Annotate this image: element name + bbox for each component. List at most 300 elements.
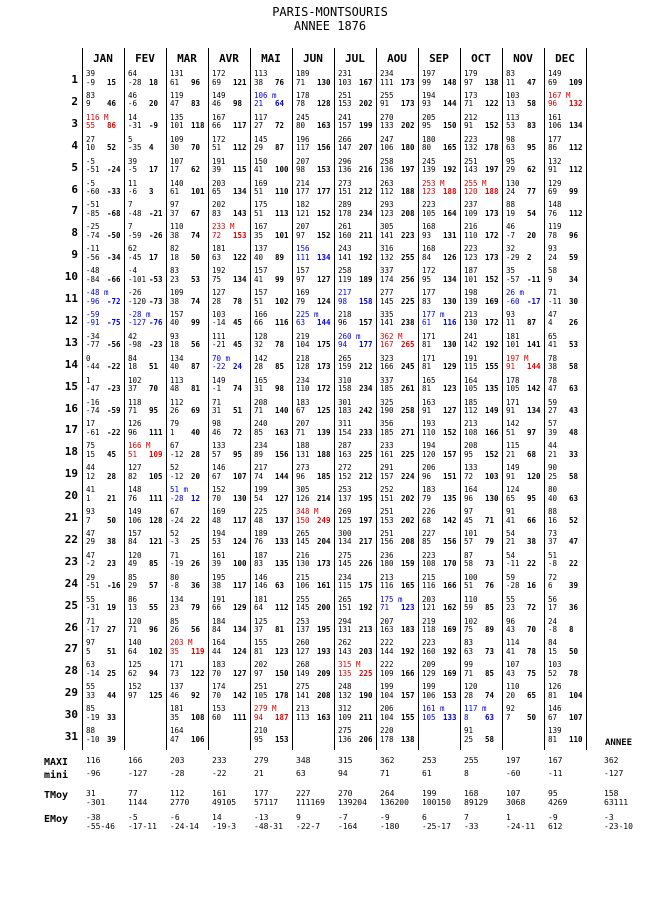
- summary-value: 348: [296, 756, 311, 765]
- extreme-temp: 78: [548, 353, 558, 363]
- day-cell: [170, 114, 212, 131]
- mean-temp: 45: [233, 340, 243, 350]
- extreme-temp: 146: [212, 463, 226, 473]
- min-temp: 94: [254, 712, 264, 722]
- mean-temp: 121: [233, 77, 247, 87]
- extreme-temp: 348 M: [296, 507, 319, 516]
- extreme-temp: 203 M: [170, 638, 193, 648]
- mean-temp: -9: [149, 121, 159, 131]
- mean-temp: 23: [107, 559, 117, 569]
- day-cell: [338, 705, 380, 722]
- day-label: 31: [64, 730, 78, 743]
- extreme-temp: 137: [254, 244, 268, 254]
- min-temp: 63: [212, 252, 222, 262]
- day-cell: [506, 574, 548, 591]
- day-cell: [170, 399, 212, 416]
- mean-temp: 225: [359, 668, 373, 678]
- day-cell: [170, 355, 212, 372]
- extreme-temp: 189: [254, 528, 268, 538]
- mean-temp: 63: [485, 712, 495, 722]
- extreme-temp: 57: [548, 419, 558, 429]
- min-temp: 123: [422, 187, 436, 196]
- mean-temp: 28: [191, 449, 201, 459]
- extreme-temp: 46: [506, 222, 516, 232]
- day-label: 25: [64, 598, 78, 612]
- extreme-temp: 63: [86, 660, 96, 670]
- mean-temp: 199: [359, 121, 373, 131]
- day-cell: [464, 114, 506, 131]
- day-cell: [254, 355, 296, 372]
- day-cell: [380, 420, 422, 437]
- min-temp: 117: [296, 143, 310, 153]
- mean-temp: 58: [485, 734, 495, 744]
- min-temp: -101: [128, 274, 147, 284]
- extreme-temp: 146: [548, 704, 562, 714]
- day-cell: [464, 267, 506, 284]
- mean-temp: 238: [401, 318, 415, 328]
- mean-temp: 157: [359, 318, 373, 328]
- day-cell: [254, 114, 296, 131]
- min-temp: 99: [422, 77, 432, 87]
- extreme-temp: 71: [212, 397, 222, 407]
- mean-temp: 225: [359, 449, 373, 459]
- min-temp: 73: [170, 668, 180, 678]
- day-cell: [170, 311, 212, 328]
- mean-temp: 47: [527, 77, 537, 87]
- day-cell: [254, 618, 296, 635]
- min-temp: 120: [422, 449, 436, 459]
- min-temp: 41: [548, 340, 558, 350]
- extreme-temp: 107: [506, 660, 520, 670]
- min-temp: 51: [128, 449, 138, 459]
- extreme-temp: 79: [170, 419, 180, 429]
- mean-temp: 20: [527, 230, 537, 240]
- day-cell: [548, 530, 590, 547]
- day-cell: [548, 399, 590, 416]
- extreme-temp: 106 m: [254, 90, 277, 100]
- min-temp: 25: [548, 471, 558, 481]
- extreme-temp: 231: [338, 69, 352, 78]
- summary-value: 107 3068: [506, 789, 526, 807]
- extreme-temp: 102: [128, 375, 142, 385]
- mean-temp: 128: [149, 515, 163, 525]
- min-temp: 91: [464, 121, 474, 131]
- mean-temp: 107: [569, 712, 583, 722]
- day-cell: [86, 596, 128, 613]
- day-cell: [254, 596, 296, 613]
- min-temp: 190: [380, 406, 394, 415]
- min-temp: -9: [86, 77, 96, 87]
- min-temp: 66: [254, 318, 264, 328]
- min-temp: 51: [254, 187, 264, 196]
- day-cell: [128, 639, 170, 656]
- min-temp: -60: [506, 296, 520, 306]
- extreme-temp: 202: [254, 660, 268, 670]
- min-temp: 98: [296, 165, 306, 175]
- mean-temp: 65: [527, 690, 537, 700]
- extreme-temp: 234: [380, 69, 394, 78]
- summary-value: -3 -23-10: [604, 813, 633, 831]
- summary-value: 21: [254, 769, 264, 778]
- extreme-temp: -48 m: [86, 288, 109, 297]
- day-cell: [422, 661, 464, 678]
- extreme-temp: 54: [506, 528, 516, 538]
- mean-temp: 48: [569, 427, 579, 437]
- mean-temp: 175: [359, 581, 373, 591]
- day-cell: [506, 70, 548, 87]
- min-temp: 47: [548, 384, 558, 394]
- day-cell: [338, 661, 380, 678]
- day-cell: [506, 377, 548, 394]
- extreme-temp: 218: [296, 353, 310, 363]
- day-cell: [170, 574, 212, 591]
- min-temp: 115: [338, 581, 352, 591]
- min-temp: 85: [254, 427, 264, 437]
- extreme-temp: 251: [338, 90, 352, 100]
- summary-value: -60: [506, 769, 521, 778]
- mean-temp: 127: [443, 406, 457, 415]
- min-temp: 48: [212, 515, 222, 525]
- day-cell: [422, 377, 464, 394]
- extreme-temp: 289: [338, 200, 352, 210]
- extreme-temp: 166 M: [128, 441, 151, 451]
- day-cell: [380, 661, 422, 678]
- day-cell: [296, 223, 338, 240]
- day-label: 22: [64, 532, 78, 546]
- mean-temp: 28: [107, 471, 117, 481]
- extreme-temp: 266: [338, 134, 352, 144]
- min-temp: 37: [128, 384, 138, 394]
- mean-temp: 144: [527, 362, 541, 372]
- day-cell: [338, 574, 380, 591]
- extreme-temp: 251: [464, 156, 478, 166]
- day-label: 17: [64, 423, 78, 437]
- extreme-temp: 97: [464, 507, 474, 516]
- day-cell: [212, 683, 254, 700]
- summary-value: 167: [548, 756, 563, 765]
- mean-temp: 50: [527, 712, 537, 722]
- day-cell: [296, 464, 338, 481]
- extreme-temp: -5: [86, 156, 96, 166]
- min-temp: 49: [128, 559, 138, 569]
- extreme-temp: 217: [254, 463, 268, 473]
- day-cell: [254, 442, 296, 459]
- summary-value: 6 -25-17: [422, 813, 451, 831]
- extreme-temp: 312: [338, 704, 352, 714]
- extreme-temp: 165: [254, 375, 268, 385]
- min-temp: 94: [338, 340, 348, 350]
- min-temp: -47: [86, 384, 100, 394]
- mean-temp: 86: [107, 121, 117, 131]
- min-temp: 64: [128, 646, 138, 656]
- extreme-temp: 311: [338, 419, 352, 429]
- extreme-temp: 96: [506, 616, 516, 626]
- day-cell: [170, 508, 212, 525]
- mean-temp: 112: [569, 165, 583, 175]
- min-temp: -21: [212, 340, 226, 350]
- mean-temp: 192: [443, 165, 457, 175]
- extreme-temp: 213: [380, 572, 394, 582]
- extreme-temp: 113: [254, 69, 268, 78]
- extreme-temp: 127: [128, 463, 142, 473]
- mean-temp: 187: [275, 712, 289, 722]
- day-cell: [86, 574, 128, 591]
- extreme-temp: 149: [212, 90, 226, 100]
- min-temp: 54: [254, 493, 264, 503]
- mean-temp: 234: [359, 384, 373, 394]
- day-cell: [170, 223, 212, 240]
- min-temp: 32: [254, 340, 264, 350]
- extreme-temp: 52: [170, 528, 180, 538]
- mean-temp: 122: [233, 252, 247, 262]
- day-label: 13: [64, 335, 78, 349]
- day-cell: [86, 92, 128, 109]
- extreme-temp: 64: [128, 69, 138, 78]
- min-temp: 71: [464, 99, 474, 109]
- min-temp: 106: [128, 515, 142, 525]
- mean-temp: 152: [485, 121, 499, 131]
- mean-temp: 85: [485, 668, 495, 678]
- day-cell: [548, 158, 590, 175]
- day-cell: [128, 158, 170, 175]
- mean-temp: 63: [569, 493, 579, 503]
- extreme-temp: 152: [128, 682, 142, 692]
- mean-temp: -75: [107, 318, 121, 328]
- mean-temp: 226: [359, 559, 373, 569]
- day-cell: [548, 355, 590, 372]
- extreme-temp: 222: [380, 660, 394, 670]
- mean-temp: -21: [149, 208, 163, 218]
- extreme-temp: 47: [548, 309, 558, 319]
- extreme-temp: 125: [128, 660, 142, 670]
- mean-temp: 208: [317, 690, 331, 700]
- extreme-temp: 182: [296, 200, 310, 210]
- summary-value: 362: [604, 756, 619, 765]
- min-temp: 81: [422, 340, 432, 350]
- min-temp: 46: [170, 690, 180, 700]
- mean-temp: 112: [233, 143, 247, 153]
- mean-temp: 18: [149, 77, 159, 87]
- mean-temp: 101: [275, 230, 289, 240]
- mean-temp: 75: [527, 668, 537, 678]
- day-cell: [422, 639, 464, 656]
- min-temp: 21: [506, 537, 516, 547]
- day-cell: [464, 442, 506, 459]
- min-temp: 41: [506, 515, 516, 525]
- mean-temp: 52: [107, 143, 117, 153]
- extreme-temp: 233: [380, 441, 394, 451]
- mean-temp: 78: [569, 668, 579, 678]
- extreme-temp: 80: [548, 485, 558, 495]
- extreme-temp: 134: [170, 594, 184, 604]
- mean-temp: 56: [191, 340, 201, 350]
- min-temp: 53: [506, 121, 516, 131]
- mean-temp: 73: [485, 559, 495, 569]
- min-temp: 115: [464, 362, 478, 372]
- day-cell: [254, 289, 296, 306]
- mean-temp: 39: [107, 734, 117, 744]
- extreme-temp: 223: [422, 550, 436, 560]
- extreme-temp: 59: [506, 572, 516, 582]
- day-cell: [506, 267, 548, 284]
- min-temp: -120: [128, 296, 147, 306]
- min-temp: 113: [296, 712, 310, 722]
- day-label: 2: [71, 94, 78, 108]
- mean-temp: 116: [443, 318, 457, 328]
- mean-temp: 225: [401, 449, 415, 459]
- day-cell: [254, 180, 296, 197]
- mean-temp: 188: [443, 187, 457, 196]
- min-temp: 68: [422, 515, 432, 525]
- day-cell: [548, 639, 590, 656]
- mean-temp: 70: [527, 625, 537, 634]
- mean-temp: 99: [569, 187, 579, 196]
- min-temp: 84: [128, 537, 138, 547]
- min-temp: 7: [86, 515, 91, 525]
- day-cell: [254, 486, 296, 503]
- day-cell: [212, 136, 254, 153]
- mean-temp: 17: [149, 252, 159, 262]
- min-temp: 71: [380, 603, 390, 613]
- min-temp: 85: [422, 537, 432, 547]
- extreme-temp: -26: [128, 288, 142, 297]
- mean-temp: -50: [107, 230, 121, 240]
- extreme-temp: 67: [170, 441, 180, 451]
- mean-temp: -56: [107, 340, 121, 350]
- extreme-temp: 210: [254, 726, 268, 735]
- extreme-temp: 59: [548, 397, 558, 407]
- extreme-temp: 83: [170, 266, 180, 276]
- day-cell: [296, 267, 338, 284]
- mean-temp: 115: [233, 165, 247, 175]
- extreme-temp: 83: [464, 638, 474, 648]
- mean-temp: 209: [317, 668, 331, 678]
- mean-temp: 26: [569, 318, 579, 328]
- mean-temp: 12: [191, 493, 201, 503]
- mean-temp: 85: [149, 559, 159, 569]
- summary-value: 199 100150: [422, 789, 451, 807]
- mean-temp: 111: [233, 712, 247, 722]
- day-cell: [212, 661, 254, 678]
- extreme-temp: 258: [380, 156, 394, 166]
- min-temp: 64: [254, 603, 264, 613]
- extreme-temp: 65: [548, 331, 558, 341]
- extreme-temp: 174: [212, 682, 226, 692]
- mean-temp: 117: [233, 515, 247, 525]
- day-cell: [170, 180, 212, 197]
- day-cell: [338, 201, 380, 218]
- mean-temp: 39: [569, 581, 579, 591]
- extreme-temp: 220: [380, 726, 394, 735]
- day-cell: [170, 92, 212, 109]
- extreme-temp: 116 M: [86, 112, 109, 122]
- extreme-temp: 51: [548, 550, 558, 560]
- day-cell: [212, 639, 254, 656]
- extreme-temp: 171: [422, 331, 436, 341]
- extreme-temp: 73: [548, 528, 558, 538]
- mean-temp: 103: [485, 471, 499, 481]
- min-temp: 159: [338, 362, 352, 372]
- mean-temp: 25: [107, 668, 117, 678]
- mean-temp: 173: [401, 77, 415, 87]
- day-cell: [212, 705, 254, 722]
- extreme-temp: 335: [380, 309, 394, 319]
- min-temp: 82: [128, 471, 138, 481]
- mean-temp: 109: [569, 77, 583, 87]
- mean-temp: 123: [401, 603, 415, 613]
- day-cell: [338, 289, 380, 306]
- day-cell: [128, 289, 170, 306]
- extreme-temp: 187: [464, 266, 478, 276]
- mean-temp: 135: [485, 384, 499, 394]
- min-temp: 57: [464, 537, 474, 547]
- extreme-temp: 203: [212, 178, 226, 188]
- mean-temp: 188: [317, 449, 331, 459]
- day-cell: [212, 267, 254, 284]
- day-cell: [296, 377, 338, 394]
- day-cell: [86, 442, 128, 459]
- day-cell: [506, 311, 548, 328]
- day-cell: [422, 267, 464, 284]
- extreme-temp: 273: [338, 178, 352, 188]
- extreme-temp: 263: [380, 178, 394, 188]
- mean-temp: 156: [275, 449, 289, 459]
- mean-temp: 112: [275, 603, 289, 613]
- mean-temp: 141: [527, 340, 541, 350]
- day-cell: [380, 399, 422, 416]
- mean-temp: 77: [527, 187, 537, 196]
- day-cell: [338, 442, 380, 459]
- extreme-temp: 171: [422, 353, 436, 363]
- day-cell: [422, 245, 464, 262]
- mean-temp: 40: [191, 427, 201, 437]
- day-cell: [422, 311, 464, 328]
- extreme-temp: -11: [86, 244, 100, 254]
- day-cell: [422, 420, 464, 437]
- min-temp: 61: [422, 318, 432, 328]
- extreme-temp: 167: [212, 112, 226, 122]
- extreme-temp: 157: [296, 266, 310, 276]
- min-temp: 178: [380, 734, 394, 744]
- min-temp: 66: [212, 603, 222, 613]
- extreme-temp: 128: [254, 331, 268, 341]
- min-temp: 163: [380, 625, 394, 634]
- min-temp: 133: [380, 121, 394, 131]
- summary-value: -96: [86, 769, 101, 778]
- min-temp: 51: [506, 427, 516, 437]
- min-temp: 80: [422, 143, 432, 153]
- mean-temp: 22: [527, 559, 537, 569]
- min-temp: 135: [338, 668, 352, 678]
- summary-value: -13 -48-31: [254, 813, 283, 831]
- extreme-temp: 117 m: [464, 704, 487, 714]
- extreme-temp: 218: [338, 309, 352, 319]
- day-cell: [338, 311, 380, 328]
- extreme-temp: 337: [380, 266, 394, 276]
- extreme-temp: 258: [338, 266, 352, 276]
- extreme-temp: 171: [506, 397, 520, 407]
- mean-temp: 134: [317, 252, 331, 262]
- min-temp: 65: [212, 187, 222, 196]
- mean-temp: 36: [191, 581, 201, 591]
- day-cell: [296, 114, 338, 131]
- column-divider: [82, 48, 83, 750]
- day-cell: [86, 114, 128, 131]
- min-temp: 52: [548, 668, 558, 678]
- min-temp: 12: [86, 471, 96, 481]
- min-temp: 97: [296, 274, 306, 284]
- extreme-temp: 44: [548, 441, 558, 451]
